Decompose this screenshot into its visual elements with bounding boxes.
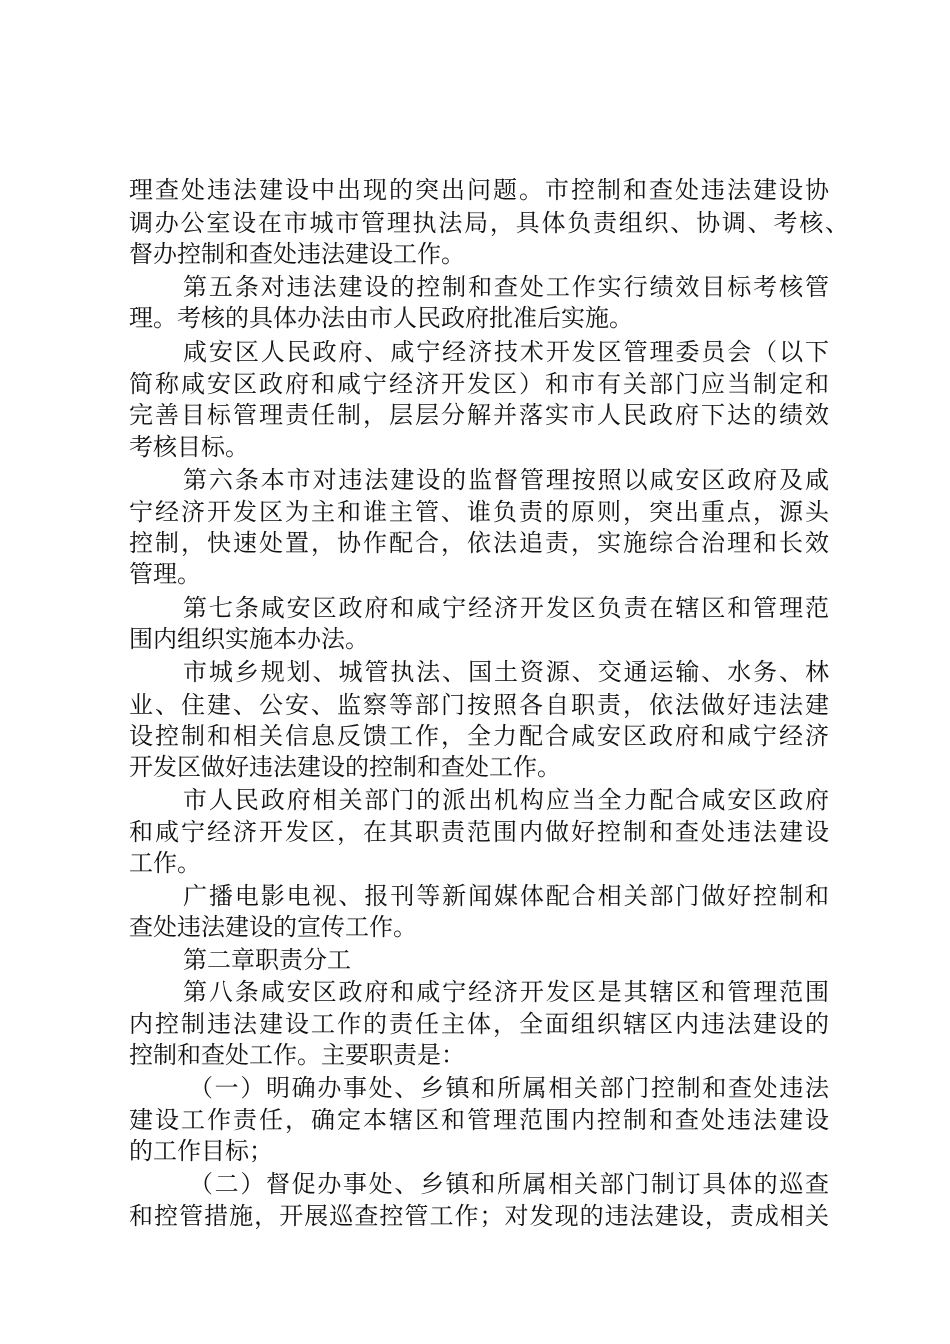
text-line: 简称咸安区政府和咸宁经济开发区）和市有关部门应当制定和 [129,370,829,398]
text-line: 的工作目标； [129,1137,273,1165]
text-line: 内控制违法建设工作的责任主体，全面组织辖区内违法建设的 [129,1010,829,1038]
text-line: 业、住建、公安、监察等部门按照各自职责，依法做好违法建 [129,691,829,719]
text-line: 调办公室设在市城市管理执法局，具体负责组织、协调、考核、 [129,209,849,237]
text-line: 开发区做好违法建设的控制和查处工作。 [129,753,561,781]
text-line: 第七条咸安区政府和咸宁经济开发区负责在辖区和管理范 [183,594,829,622]
text-line: 第五条对违法建设的控制和查处工作实行绩效目标考核管 [183,273,829,301]
text-line: 宁经济开发区为主和谁主管、谁负责的原则，突出重点，源头 [129,498,829,526]
text-line: 和控管措施，开展巡查控管工作；对发现的违法建设，责成相关 [129,1202,829,1230]
text-line: 围内组织实施本办法。 [129,625,369,653]
text-line: 广播电影电视、报刊等新闻媒体配合相关部门做好控制和 [183,882,829,910]
text-line: 理查处违法建设中出现的突出问题。市控制和查处违法建设协 [129,176,829,204]
text-line: 控制和查处工作。主要职责是： [129,1041,465,1069]
text-line: 市人民政府相关部门的派出机构应当全力配合咸安区政府 [183,786,829,814]
text-line: 第二章职责分工 [183,946,351,974]
text-line: 控制，快速处置，协作配合，依法追责，实施综合治理和长效 [129,529,829,557]
text-line: 设控制和相关信息反馈工作，全力配合咸安区政府和咸宁经济 [129,722,829,750]
text-line: 市城乡规划、城管执法、国土资源、交通运输、水务、林 [183,658,829,686]
text-line: （二）督促办事处、乡镇和所属相关部门制订具体的巡查 [189,1170,829,1198]
text-line: 考核目标。 [129,433,249,461]
text-line: 理。考核的具体办法由市人民政府批准后实施。 [129,304,633,332]
text-line: （一）明确办事处、乡镇和所属相关部门控制和查处违法 [189,1074,829,1102]
text-line: 查处违法建设的宣传工作。 [129,913,417,941]
text-line: 建设工作责任，确定本辖区和管理范围内控制和查处违法建设 [129,1106,829,1134]
text-line: 督办控制和查处违法建设工作。 [129,240,465,268]
text-line: 第八条咸安区政府和咸宁经济开发区是其辖区和管理范围 [183,978,829,1006]
text-line: 第六条本市对违法建设的监督管理按照以咸安区政府及咸 [183,466,829,494]
text-line: 管理。 [129,560,201,588]
text-line: 和咸宁经济开发区，在其职责范围内做好控制和查处违法建设 [129,818,829,846]
text-line: 完善目标管理责任制，层层分解并落实市人民政府下达的绩效 [129,401,829,429]
text-line: 咸安区人民政府、咸宁经济技术开发区管理委员会（以下 [183,338,829,366]
text-line: 工作。 [129,849,201,877]
